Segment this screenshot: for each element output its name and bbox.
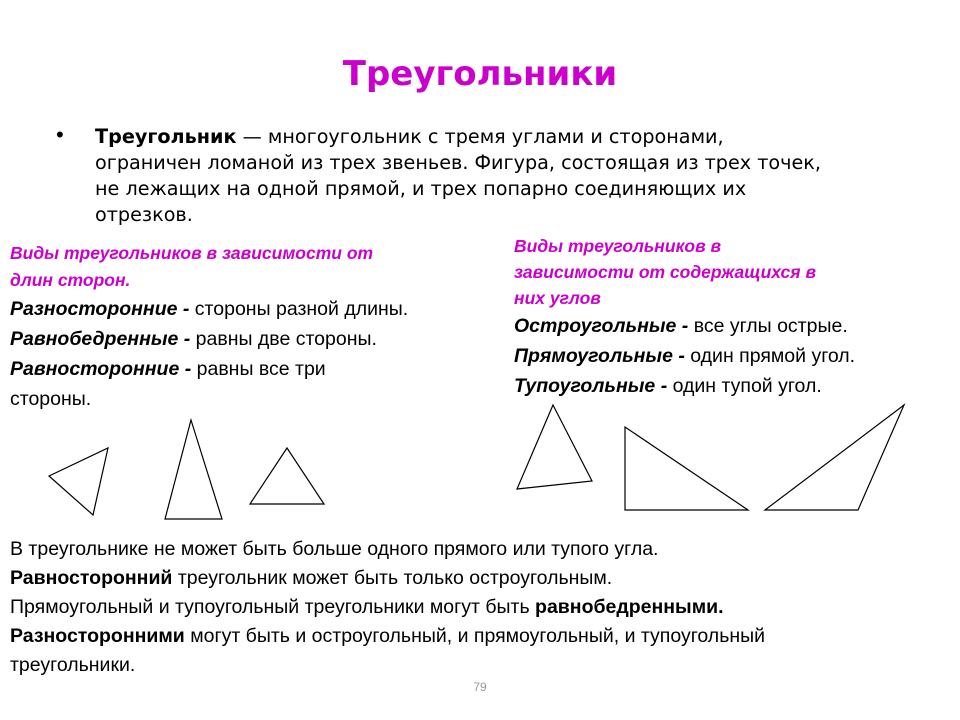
isosceles-text: равны две стороны. [195,328,377,350]
obtuse-triangle [765,405,904,510]
fact-line-3 [10,593,955,622]
acute-term: Остроугольные - [514,315,694,337]
sides-heading-line-2: длин сторон. [10,270,131,290]
equilateral-term: Равносторонние - [10,358,197,380]
equilateral-triangle [250,448,324,504]
isosceles-triangle [165,420,222,519]
page-number: 79 [473,680,487,694]
definition-text-1: — многоугольник с тремя углами и сторонами, [236,125,724,148]
acute-text: все углы острые. [693,315,848,337]
right-text: один прямой угол. [690,345,856,367]
fact-line-2-text: треугольник может быть только остроугольным. [172,567,613,589]
isosceles-term: Равнобедренные - [10,328,196,350]
scalene-triangle [49,448,108,515]
equilateral-text: равны все три [196,358,326,380]
triangle-facts [10,535,955,680]
fact-line-1: В треугольнике не может быть больше одного прямого или тупого угла. [10,538,659,560]
acute-triangle [517,405,592,489]
definition-line-2: ограничен ломаной из трех звеньев. Фигура, состоящая из трех точек, [95,151,821,174]
fact-line-4-text: могут быть и остроугольный, и прямоугольный, и тупоугольный [184,625,766,647]
fact-line-4-bold: Разносторонними [10,625,185,647]
obtuse-term: Тупоугольные - [514,375,673,397]
right-term: Прямоугольные - [514,345,691,367]
obtuse-text: один тупой угол. [672,375,822,397]
definition-line-3: не лежащих на одной прямой, и трех попарно соединяющих их [95,177,747,200]
scalene-text: стороны разной длины. [194,298,409,320]
angles-heading-line-1: Виды треугольников в [514,236,722,256]
fact-line-5: треугольники. [10,654,136,676]
angles-heading-line-3: них углов [514,288,601,308]
page-title: Треугольники [342,54,618,94]
definition-line-4: отрезков. [95,203,193,226]
scalene-term: Разносторонние - [10,298,195,320]
angles-heading-line-2: зависимости от содержащихся в [514,262,817,282]
fact-line-2-bold: Равносторонний [10,567,173,589]
fact-line-4 [10,622,955,651]
equilateral-continuation: стороны. [10,388,92,410]
fact-line-2 [10,564,955,593]
right-triangle [625,427,748,510]
bullet-icon: • [56,122,64,147]
fact-line-3-bold: равнобедренными. [535,596,724,618]
definition-term: Треугольник [95,125,237,148]
fact-line-3-text: Прямоугольный и тупоугольный треугольники могут быть [10,596,536,618]
sides-heading-line-1: Виды треугольников в зависимости от [10,243,374,263]
